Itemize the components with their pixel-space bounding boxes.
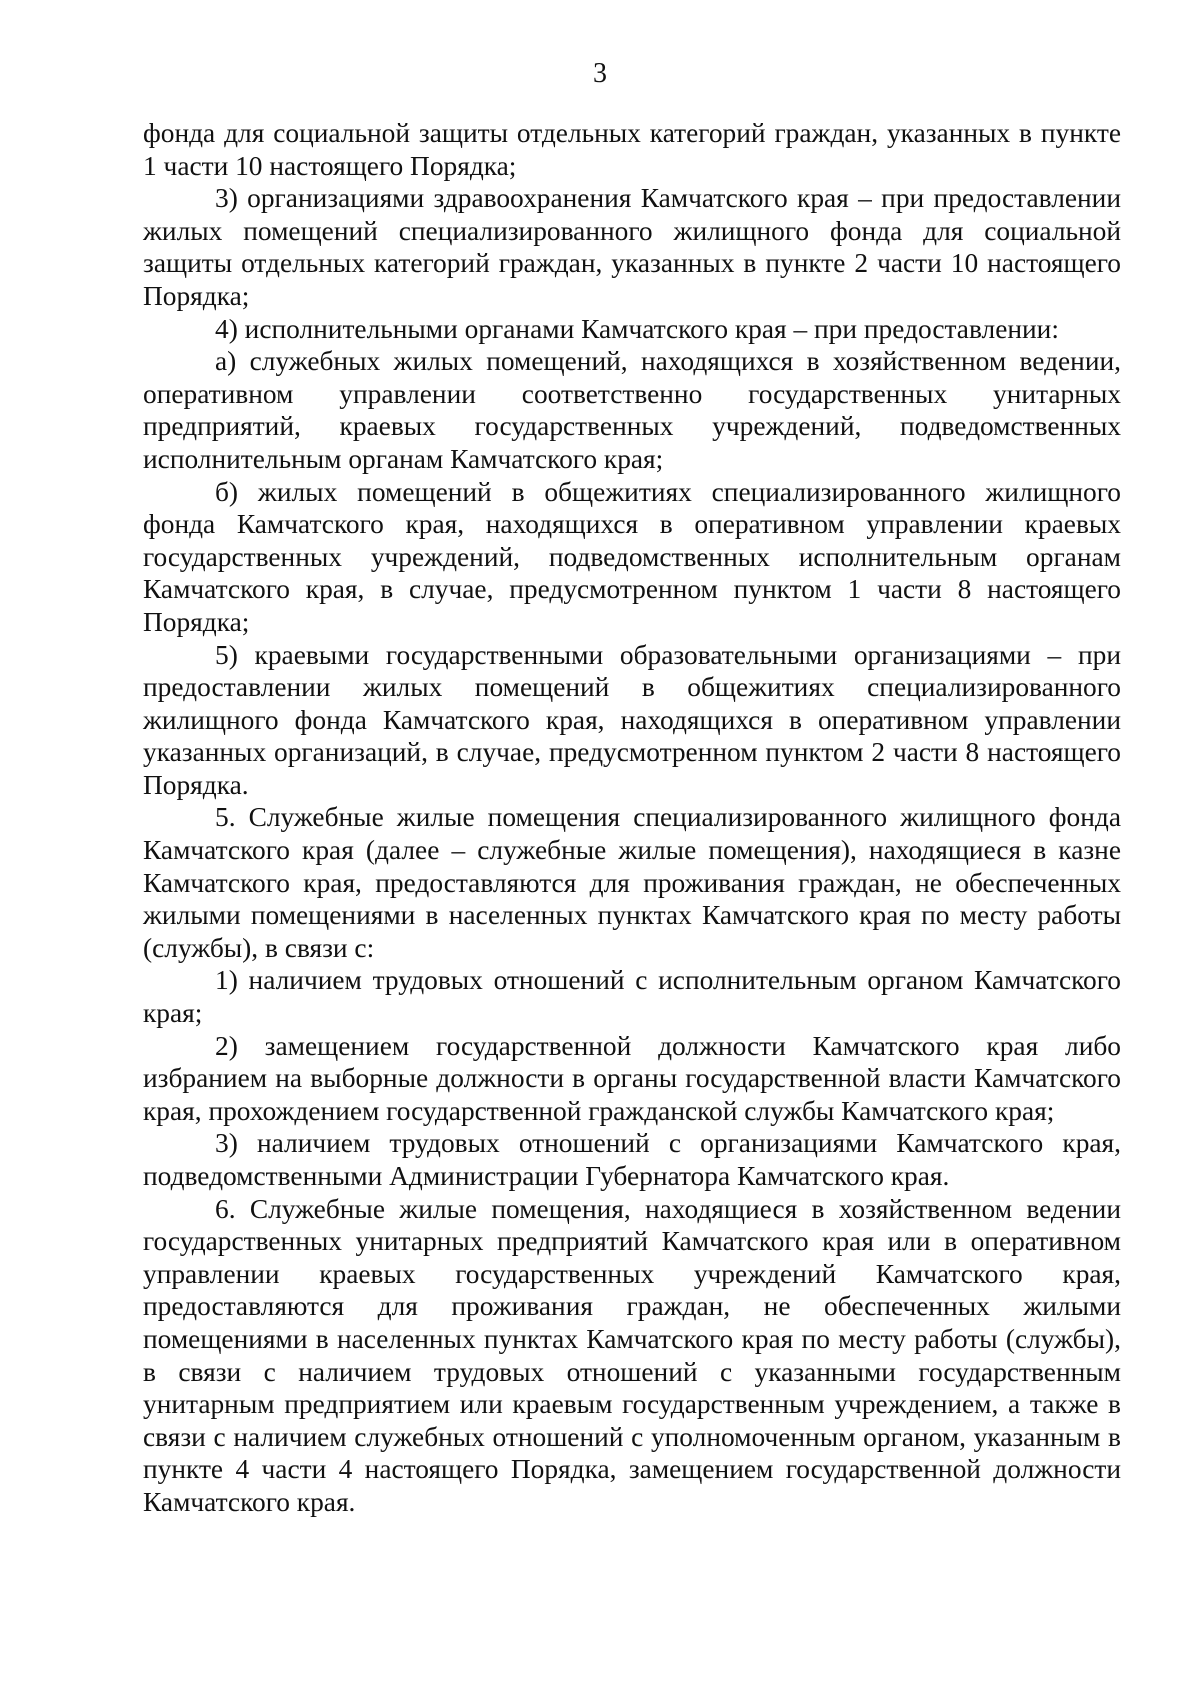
paragraph-subitem-b: б) жилых помещений в общежитиях специализированного жилищного фонда Камчатского края, находящихся в оперативном управлении краевых государственных учреждений, подведомственных исполнительным органам Камчатского края, в случае, предусмотренном пунктом 1 части 8 настоящего Порядка; — [143, 476, 1121, 637]
paragraph-section-5: 5. Служебные жилые помещения специализированного жилищного фонда Камчатского края (далее – служебные жилые помещения), находящиеся в казне Камчатского края, предоставляются для проживания граждан, не обеспеченных жилыми помещениями в населенных пунктах Камчатского края по месту работы (службы), в связи с: — [143, 802, 1121, 963]
paragraph-item-3-healthcare: 3) организациями здравоохранения Камчатского края – при предоставлении жилых помещений специализированного жилищного фонда для социальной защиты отдельных категорий граждан, указанных в пункте 2 части 10 настоящего Порядка; — [143, 183, 1121, 311]
paragraph-subitem-a: а) служебных жилых помещений, находящихся в хозяйственном ведении, оперативном управлении соответственно государственных унитарных предприятий, краевых государственных учреждений, подведомственных исполнительным органам Камчатского края; — [143, 346, 1121, 474]
paragraph-section-5-item-3: 3) наличием трудовых отношений с организациями Камчатского края, подведомственными Администрации Губернатора Камчатского края. — [143, 1128, 1121, 1191]
paragraph-item-5-educational: 5) краевыми государственными образовательными организациями – при предоставлении жилых помещений в общежитиях специализированного жилищного фонда Камчатского края, находящихся в оперативном управлении указанных организаций, в случае, предусмотренном пунктом 2 части 8 настоящего Порядка. — [143, 639, 1121, 800]
paragraph-continuation: фонда для социальной защиты отдельных категорий граждан, указанных в пункте 1 части 10 настоящего Порядка; — [143, 118, 1121, 181]
paragraph-section-5-item-1: 1) наличием трудовых отношений с исполнительным органом Камчатского края; — [143, 965, 1121, 1029]
paragraph-section-6: 6. Служебные жилые помещения, находящиеся в хозяйственном ведении государственных унитарных предприятий Камчатского края или в оперативном управлении краевых государственных учреждений Камчатского края, предоставляются для проживания граждан, не обеспеченных жилыми помещениями в населенных пунктах Камчатского края по месту работы (службы), в связи с наличием трудовых отношений с указанными государственным унитарным предприятием или краевым государственным учреждением, а также в связи с наличием служебных отношений с уполномоченным органом, указанным в пункте 4 части 4 настоящего Порядка, замещением государственной должности Камчатского края. — [143, 1193, 1121, 1517]
document-body — [143, 117, 1121, 1519]
page-number: 3 — [593, 58, 607, 89]
paragraph-section-5-item-2: 2) замещением государственной должности Камчатского края либо избранием на выборные должности в органы государственной власти Камчатского края, прохождением государственной гражданской службы Камчатского края; — [143, 1030, 1121, 1126]
paragraph-item-4-executive-bodies: 4) исполнительными органами Камчатского края – при предоставлении: — [215, 313, 1059, 344]
